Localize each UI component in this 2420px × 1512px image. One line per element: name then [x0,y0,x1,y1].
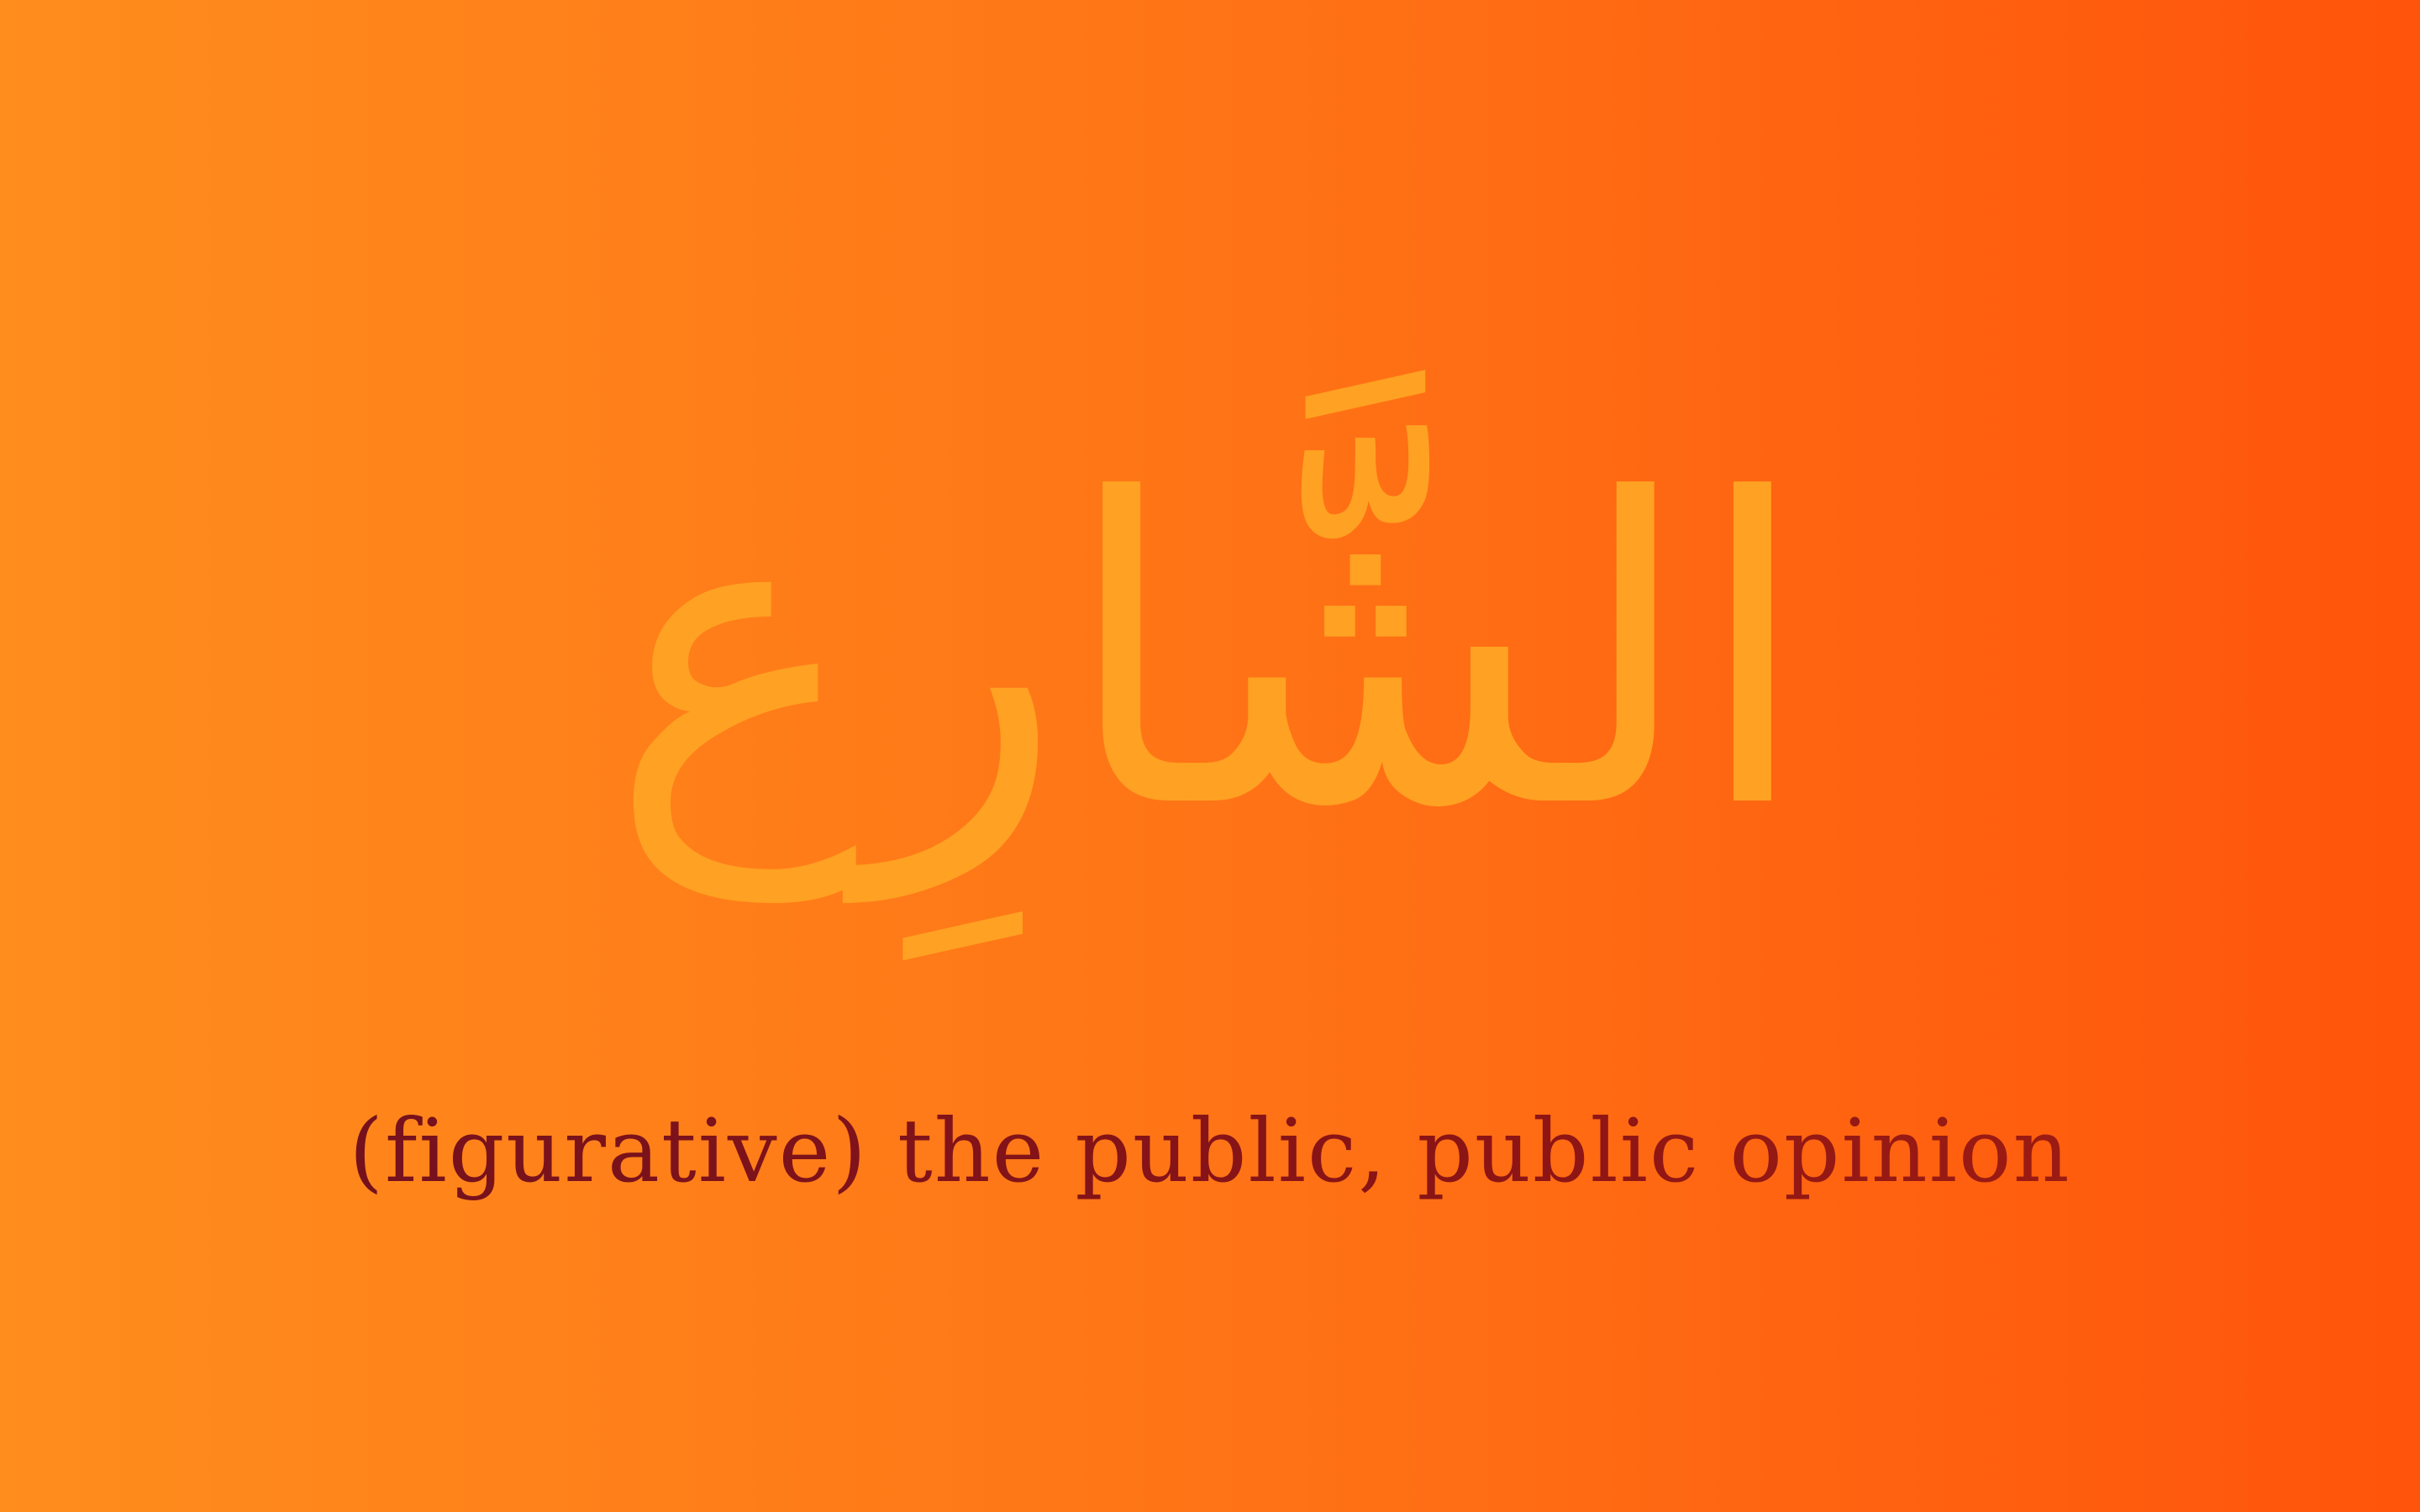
arabic-word: الشَّارِع [609,411,1811,900]
english-translation: (figurative) the public, public opinion [0,1084,2420,1218]
